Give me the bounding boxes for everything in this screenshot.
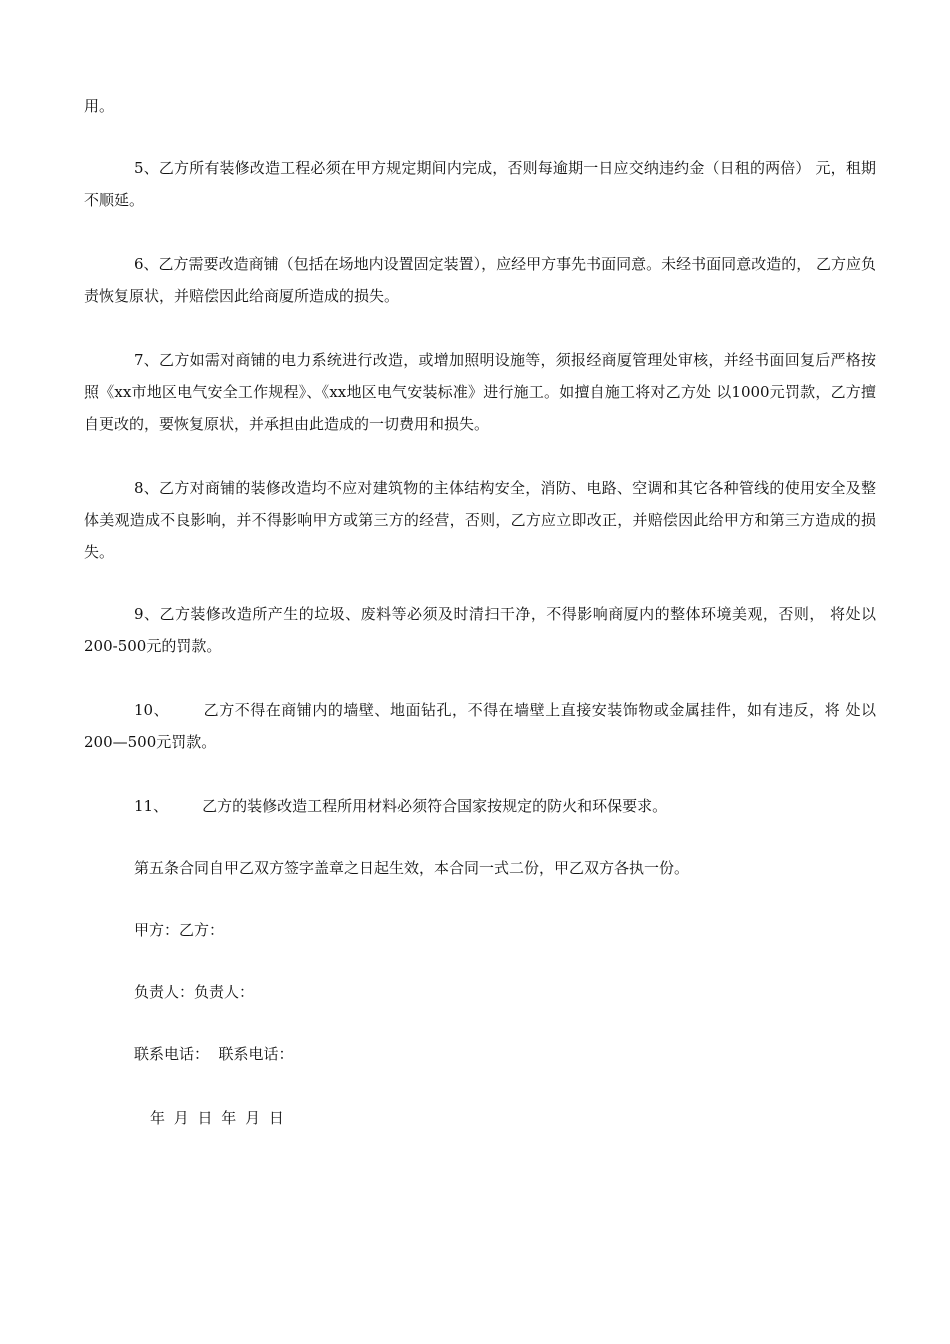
clause-10-text: 乙方不得在商铺内的墙壁、地面钻孔，不得在墙壁上直接安装饰物或金属挂件，如有违反，将 处以200—500元罚款。 bbox=[84, 701, 876, 751]
clause-10-number: 10、 bbox=[134, 701, 170, 719]
clause-11 bbox=[134, 790, 876, 822]
clause-8: 8、乙方对商铺的装修改造均不应对建筑物的主体结构安全，消防、电路、空调和其它各种管线的使用安全及整体美观造成不良影响，并不得影响甲方或第三方的经营，否则，乙方应立即改正，并赔偿因此给甲方和第三方造成的损失。 bbox=[84, 479, 876, 561]
clause-7: 7、乙方如需对商铺的电力系统进行改造，或增加照明设施等，须报经商厦管理处审核，并经书面回复后严格按照《xx市地区电气安全工作规程》、《xx地区电气安装标准》进行施工。如擅自施工将对乙方处 以1000元罚款，乙方擅自更改的，要恢复原状，并承担由此造成的一切费用和损失。 bbox=[84, 351, 876, 433]
clause-5: 5、乙方所有装修改造工程必须在甲方规定期间内完成，否则每逾期一日应交纳违约金（日租的两倍） 元，租期不顺延。 bbox=[84, 159, 876, 209]
clause-11-number: 11、 bbox=[134, 797, 169, 815]
article-5: 第五条合同自甲乙双方签字盖章之日起生效，本合同一式二份，甲乙双方各执一份。 bbox=[134, 859, 690, 877]
clause-11-text: 乙方的装修改造工程所用材料必须符合国家按规定的防火和环保要求。 bbox=[202, 797, 668, 815]
signature-responsible: 负责人：负责人： bbox=[134, 983, 255, 1001]
signature-parties: 甲方：乙方： bbox=[134, 921, 225, 939]
clause-10 bbox=[84, 694, 876, 758]
clause-6: 6、乙方需要改造商铺（包括在场地内设置固定装置），应经甲方事先书面同意。未经书面同意改造的， 乙方应负责恢复原状，并赔偿因此给商厦所造成的损失。 bbox=[84, 255, 876, 305]
paragraph-continuation: 用。 bbox=[84, 97, 115, 115]
signature-phone: 联系电话： 联系电话： bbox=[134, 1045, 294, 1063]
clause-9: 9、乙方装修改造所产生的垃圾、废料等必须及时清扫干净，不得影响商厦内的整体环境美观，否则， 将处以200-500元的罚款。 bbox=[84, 605, 876, 655]
signature-date: 年 月 日 年 月 日 bbox=[150, 1109, 284, 1127]
